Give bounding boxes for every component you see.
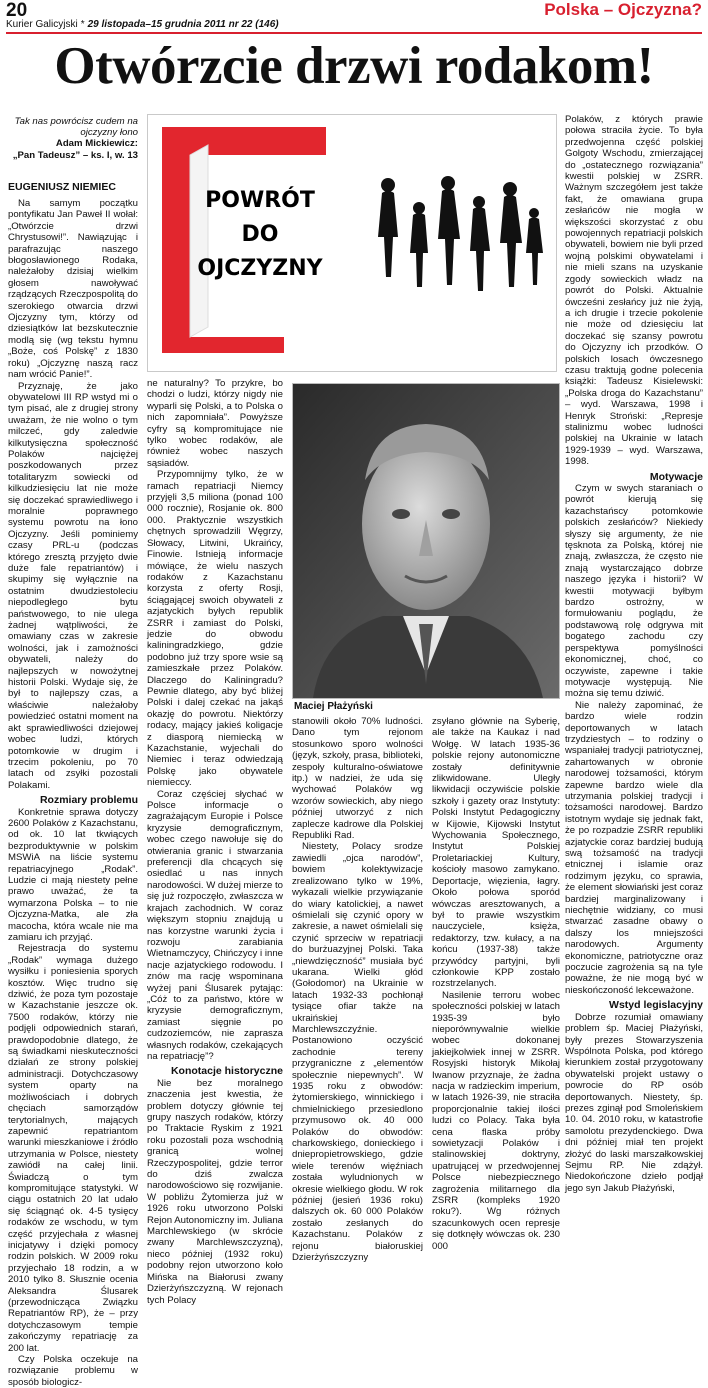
subheading-wstyd: Wstyd legislacyjny: [609, 999, 703, 1012]
graphic-word-3: OJCZYZNY: [197, 256, 323, 281]
motto-quote: Tak nas powrócisz cudem na ojczyzny łono: [14, 116, 138, 139]
photo-caption: Maciej Płażyński: [294, 701, 373, 712]
portrait-photo: [292, 383, 560, 699]
subheading-motywacje: Motywacje: [649, 470, 703, 483]
column-5: [565, 114, 703, 1194]
paragraph: Przypomnijmy tylko, że w ramach repatriacji Niemcy przyjęli 3,5 miliona (ponad 100 000 rocznie), Rosjanie ok. 800 000. Praktycznie wszystkich chętnych sprowadzili Węgrzy, Słowacy, Litwini, Ukraińcy, Finowie. Istnieją informacje mówiące, że wielu naszych rodaków z Kazachstanu korzysta z oferty Rosji, ściągającej swoich obywateli z azjatyckich byłych republik ZSRR i zamiast do Polski, jedzie do obwodu kaliningradzkiego, gdzie podobno już trzy spore wsie są zamieszkałe przez Polaków. Dlaczego do Kaliningradu? Pewnie dlatego, aby być bliżej Polski i dalej czekać na jakąś okazję do powrotu. Niektórzy rodacy, mający jakieś koligacje z diasporą niemiecką w Kazachstanie, wyjechali do Niemiec i teraz odwiedzają Polskę jako obywatele niemieccy.: [147, 469, 283, 789]
column-4: [432, 716, 560, 1252]
column-1: [8, 198, 138, 1388]
graphic-word-1: POWRÓT: [205, 188, 315, 213]
header-rule: [6, 32, 702, 34]
paragraph: Na samym początku pontyfikatu Jan Paweł II wołał: „Otwórzcie drzwi Chrystusowi!”. Nawiązując i parafrazując naszego błogosławionego Rodaka, należałoby dzisiaj wielkim głosem nawoływać rządzących Rzeczpospolitą do szerokiego otwarcia drzwi Ojczyzny tym, którzy od dziesiątków lat bezskutecznie modlą się (wg tekstu hymnu „Boże, coś Polskę” z 1830 roku) „Ojczyznę naszą racz nam wrócić Panie!”.: [8, 198, 138, 381]
paragraph: Nasilenie terroru wobec społeczności polskiej w latach 1935-39 było nieporównywalnie wielkie wobec dokonanej jakiejkolwiek innej w ZSRR. Rosyjski historyk Mikołaj Iwanow przyznaje, że żadna nacja w radzieckim imperium, w latach 1926-39, nie straciła proporcjonalnie takiej ilości ludzi co Polacy. Taka była cena flaska próby sowietyzacji Polaków i stalinowskiej doktryny, upatrującej w przedwojennej Polsce niebezpiecznego zagrożenia militarnego dla ZSRR (kompleks 1920 roku?). Wg różnych szacunkowych ocen represje się dotknęły wówczas ok. 230 000: [432, 989, 560, 1252]
column-2: [147, 378, 283, 1306]
issue-separator: *: [80, 19, 85, 30]
paragraph: Coraz częściej słychać w Polsce informacje o zagrażającym Europie i Polsce kryzysie demograficznym, wobec czego nawołuje się do otwierania granic i stwarzania preferencji dla chcących się osiedlać u nas innych narodowości. W dużej mierze to się już rozpoczęło, zwłaszcza w krajach zachodnich. W coraz większym stopniu znajdują u nas korzystne warunki życia i rozwoju zarabiania Wietnamczycy, Chińczycy i inne nacje azjatyckiego rodowodu. I znów ma rację wspominana wyżej pani Ślusarek pytając: „Cóż to za państwo, które w kryzysie demograficznym, zamiast sięgnie po cudzoziemców, nie zaprasza własnych rodaków, czekających na repatriację”?: [147, 788, 283, 1062]
section-title: Polska – Ojczyzna?: [544, 0, 702, 19]
paragraph: Nie bez moralnego znaczenia jest kwestia, że problem dotyczy głównie tej grupy naszych rodaków, którzy po Traktacie Ryskim z 1921 roku pozostali poza wschodnią granicą wolnej Rzeczypospolitej, gdzie terror do dziś zwalcza narodowościowo się rozwijanie. W pobliżu Żytomierza już w 1926 roku utworzono Polski Rejon Autonomiczny im. Juliana Marchlewskiego (w skrócie zwany Marchlewszczyzną), nieco później (1932 roku) podobny rejon utworzono koło Mińska na Białorusi zwany Dzierżyńszczyzną. W rejonach tych Polacy: [147, 1077, 283, 1306]
issue-line: [6, 19, 279, 30]
paragraph: Dobrze rozumiał omawiany problem śp. Maciej Płażyński, były prezes Stowarzyszenia Wspólnota Polska, pod którego kierunkiem został przygotowany obywatelski projekt ustawy o powrocie do RP osób deportowanych. Niestety, śp. prezes zginął pod Smoleńskiem 10. 04. 2010 roku, w katastrofie samolotu prezydenckiego. Dwa dni później miał ten projekt złożyć do laski marszałkowskiej Sejmu RP. Nie zdążył. Niedokończone dzieło podjął jego syn Jakub Płażyński,: [565, 1011, 703, 1194]
subheading-konotacje: Konotacje historyczne: [170, 1065, 283, 1078]
paragraph: Czy Polska oczekuje na rozwiązanie problemu w sposób biologicz-: [8, 1354, 138, 1388]
motto: [8, 116, 138, 161]
publication-name: Kurier Galicyjski: [6, 19, 78, 30]
page-number: 20: [6, 0, 28, 21]
paragraph: Przyznaję, że jako obywatelowi III RP wstyd mi o tym pisać, ale z drugiej strony uważam, że nie wolno o tym milczeć, gdy zaledwie kilkutysięczna społeczność Polaków najciężej poszkodowanych przez totalitaryzm sowiecki od kilkudziesięciu lat nie może się doczekać sprawiedliwego i moralnie poprawnego systemu powrotu na łono Ojczyzny. Jeśli pominiemy czasy PRL-u (podczas którego zresztą przyjęto dwie duże fale repatriantów) i skupimy się wyłącznie na ostatnim dwudziestoleciu niepodległego bytu państwowego, to nie ulega żadnej wątpliwości, że omawiany czas w zakresie wolności, jak i zamożności obywateli, należy do najlepszych w nowożytnej historii Polski. Wydaje się, że był to najlepszy czas, a właściwie należałoby powiedzieć ostatni moment na akt sprawiedliwości dziejowej wobec ludzi, których potomkowie w drugim i trzecim pokoleniu, po 70 latach od zsyłki pozostali Polakami.: [8, 380, 138, 791]
paragraph: Niestety, Polacy srodze zawiedli „ojca narodów”, bowiem kolektywizacje zrealizowano tylko w 19%, wykazali wielkie przywiązanie do wiary katolickiej, a nawet ośmielali się czynić opory w zakresie, a nawet ośmielali się czynić sprzeciw w repatriacji do burżuazyjnej Polski. Taka „niewdzięczność” musiała być ukarana. Wielki głód (Gołodomor) na Ukrainie w latach 1932-33 pochłonął tysiące ofiar także na ukraińskiej Marchlewszczyźnie. Postanowiono oczyścić zachodnie tereny przygraniczne z „elementów społecznie niepewnych”. W 1935 roku z obwodów: żytomierskiego, winnickiego i chmielnickiego przesiedlono przymusowo ok. 40 000 Polaków do obwodów: charkowskiego, donieckiego i dniepropietrowskiego, gdzie wiele terenów więźniach została wyludnionych w okresie wielkiego głodu. W rok później (jesień 1936 roku) dalszych ok. 60 000 Polaków zostało zesłanych do Kazachstanu. Polaków z rejonu białoruskiej Dzierżyńszczyzny: [292, 841, 423, 1264]
motto-author: Adam Mickiewicz:: [55, 138, 138, 150]
paragraph: stanowili około 70% ludności. Dano tym rejonom stosunkowo sporo wolności (język, szkoły, prasa, biblioteki, zespoły kulturalno-oświatowe itp.) w nadziei, że uda się wychować Polaków wg wzorów sowieckich, aby niego później utworzyć z nich zaplecze kadrowe dla Polskiej Republiki Rad.: [292, 716, 423, 842]
paragraph: zsyłano głównie na Syberię, ale także na Kaukaz i nad Wołgę. W latach 1935-36 polskie rejony autonomiczne zostały definitywnie zlikwidowane. Uległy likwidacji oczywiście polskie szkoły i gazety oraz Instytuty: Polski Instytut Pedagogiczny w Kijowie, Kijowski Instytut Wychowania Społecznego, Instytut Polskiej Proletariackiej Kultury, kościoły masowo zamykano. Deportacje, więzienia, łagry. Około połowa sporód wówczas aresztowanych, a był to prawie wszystkim nauczyciele, księża, redaktorzy, tzw. kułacy, a na końcu (1937-38) także przywódcy partyjni, byli członkowie KPP zostało rozstrzelanych.: [432, 716, 560, 990]
white-door-edge: [190, 145, 208, 337]
paragraph: ne naturalny? To przykre, bo chodzi o ludzi, którzy nigdy nie wyparli się Polski, a to Polska o nich zapomniała”. Powyższe cyfry są kompromitujące nie tylko wobec rodaków, ale również wobec naszych sąsiadów.: [147, 378, 283, 469]
headline: Otwórzcie drzwi rodakom!: [54, 37, 654, 95]
graphic-illustration: [148, 115, 556, 371]
paragraph: Polaków, z których prawie połowa straciła życie. To była przedwojenna część polskiej Golgoty Wschodu, zmierzającej do „ostatecznego rozwiązania” kwestii polskiej w ZSRR. Ważnym szczegółem jest także fakt, że omawiana grupa zesłańców nie mogła w większości skorzystać z obu powojennych repatriacji polskich obywateli, bowiem nie byli przed wojną polskimi obywatelami i nie mieli szans na uzyskanie zgody sowieckich władz na powrót do Polski. Aktualnie ówcześni zesłańcy już nie żyją, a ich drugie i trzecie pokolenie nie może od dziesięciu lat doczekać się szansy powrotu do Ojczyzny ich przodków. O polskich losach ówczesnego czasu traktują godne polecenia książki: Tadeusz Kisielewski: „Polska droga do Kazachstanu” – wyd. Warszawa, 1998 i Henryk Stroński: „Represje stalinizmu wobec ludności polskiej na Ukrainie w latach 1929-1939 – wyd. Warszawa, 1998.: [565, 114, 703, 468]
paragraph: Nie należy zapominać, że bardzo wiele rodzin deportowanych w latach trzydziestych – to rodziny o wspaniałej tradycji patriotycznej, zahartowanych w obronie narodowej tożsamości, którym zapewne bardzo wiele dla utrzymania polskiej tradycji i tożsamości narodowej. Bardzo istotnym wydaje się jednak fakt, że po rozpadzie ZSRR republiki azjatyckie coraz bardziej budują swą tożsamość na tradycji etnicznej i islamie oraz rodzimym języku, co sprawia, że element słowiański jest coraz bardziej marginalizowany i niechętnie widziany, co musi stwarzać zasadne obawy o dalszy los mniejszości narodowych. Argumenty ekonomiczne, patriotyczne oraz poczucie zagrożenia są na tyle poważne, że nie mogą być w nieskończoność lekceważone.: [565, 699, 703, 996]
motto-work: „Pan Tadeusz” – ks. I, w. 13: [12, 149, 138, 161]
column-3: [292, 716, 423, 1264]
portrait-image: [293, 384, 559, 698]
subheading-rozmiary: Rozmiary problemu: [39, 794, 138, 807]
walking-people-silhouettes: [378, 176, 543, 291]
paragraph: Czym w swych staraniach o powrót kierują się kazachstańscy potomkowie polskich zesłańców? Niekiedy słyszy się argumenty, że nie tęsknota za Polską, której nie znają, zwłaszcza, że często nie znają wystarczająco dobrze naszego języka i historii? W kwestii motywacji byłbym bardzo ostrożny, w formułowaniu poglądu, że podstawową rolę odgrywa mit bogatego zachodu czy perspektywa pomyślności ekonomicznej, choć, co oczywiste, zapewne i takie motywacje występują. Nie można się temu dziwić.: [565, 483, 703, 700]
byline: EUGENIUSZ NIEMIEC: [8, 181, 116, 193]
paragraph: Rejestracja do systemu „Rodak” wymaga dużego wysiłku i poniesienia sporych kosztów. Więc trudno się dziwić, że poza tym pozostaje w Kazachstanie jeszcze ok. 7500 rodaków, którzy nie podjęli odpowiednich starań, prawdopodobnie dlatego, że są świadkami nieskuteczności działań ze strony polskiej administracji. Dotychczasowy system oparty na możliwościach i dobrych chęciach samorządów terytorialnych, mających zapewnić repatriantom warunki mieszkaniowe i źródło utrzymania w Polsce, niestety zawiódł na całej linii. Świadczą o tym kompromitujące statystyki. W ciągu ostatnich 20 lat udało się ściągnąć ok. 4-5 tysięcy rodaków ze wschodu, w tym część przyjechała z własnej inicjatywy i dzięki pomocy rodzin polskich. W 2009 roku przyjechało 18 rodzin, a w 2010 tylko 8. Słusznie ocenia Aleksandra Ślusarek (przewodnicząca Związku Repatriantów RP), że – przy dotychczasowym tempie zakończymy repatriację za 200 lat.: [8, 943, 138, 1354]
return-home-graphic: [147, 114, 557, 372]
graphic-word-2: DO: [241, 222, 279, 247]
issue-dates: 29 listopada–15 grudnia 2011 nr 22 (146): [87, 19, 279, 30]
paragraph: Konkretnie sprawa dotyczy 2600 Polaków z Kazachstanu, od ok. 10 lat tkwiących bezproduktywnie w polskim MSWiA na liście systemu repatriacyjnego „Rodak”. Ludzie ci mają niestety pełne prawo uważać, że ta wymarzona Polska – to nie Ojczyzna-Matka, ale zła macocha, która wcale nie ma zamiaru ich przyjąć.: [8, 806, 138, 943]
